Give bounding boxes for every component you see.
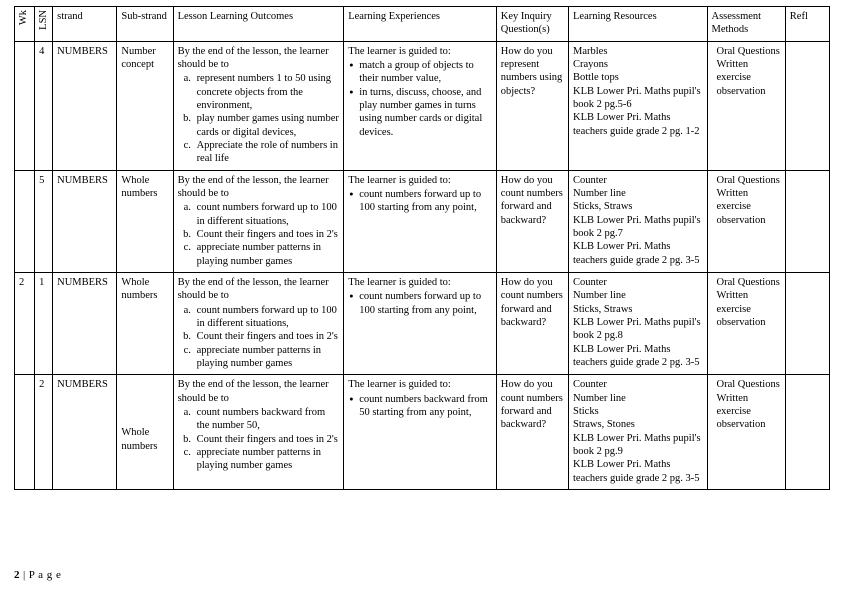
page-footer [14, 569, 61, 581]
assessment-line: Written exercise [716, 392, 751, 417]
footer-separator: | [23, 569, 26, 581]
list-item: c. appreciate number patterns in playing number games [194, 446, 340, 473]
resource-line: Bottle tops [573, 72, 619, 84]
resource-line: KLB Lower Pri. Maths teachers guide grade 2 pg. 1-2 [573, 112, 700, 137]
list-item: b. play number games using number cards or digital devices, [194, 112, 340, 139]
resource-line: Marbles [573, 45, 608, 57]
cell-lsn: 2 [35, 375, 53, 490]
resource-line: Number line [573, 187, 626, 199]
cell-lsn: 4 [35, 41, 53, 170]
table-header [15, 7, 830, 42]
cell-strand: NUMBERS [53, 272, 117, 374]
list-item: c. appreciate number patterns in playing number games [194, 344, 340, 371]
column-header-lsn: LSN [35, 7, 53, 42]
le-list [348, 188, 492, 215]
llo-lead: By the end of the lesson, the learner should be to [177, 174, 329, 199]
cell-key-inquiry-question: How do you count numbers forward and backward? [496, 375, 568, 490]
cell-wk [15, 170, 35, 272]
cell-substrand [117, 375, 173, 490]
assessment-line: observation [716, 419, 766, 431]
list-item: b. Count their fingers and toes in 2's [194, 433, 340, 446]
resource-line: Number line [573, 392, 626, 404]
cell-strand: NUMBERS [53, 41, 117, 170]
cell-key-inquiry-question: How do you count numbers forward and backward? [496, 170, 568, 272]
resource-line: KLB Lower Pri. Maths teachers guide grade 2 pg. 3-5 [573, 241, 700, 266]
cell-wk: 2 [15, 272, 35, 374]
cell-wk [15, 375, 35, 490]
llo-lead: By the end of the lesson, the learner should be to [177, 45, 329, 70]
substrand-label: Whole numbers [121, 427, 158, 452]
assessment-line: Oral Questions [716, 276, 780, 288]
assessment-line: Oral Questions [716, 45, 780, 57]
llo-list [178, 201, 340, 268]
cell-learning-resources [569, 375, 708, 490]
cell-strand: NUMBERS [53, 375, 117, 490]
cell-lesson-learning-outcomes [173, 272, 344, 374]
table-row [15, 375, 830, 490]
resource-line: Crayons [573, 58, 608, 70]
cell-learning-experiences [344, 375, 497, 490]
cell-wk [15, 41, 35, 170]
resource-line: KLB Lower Pri. Maths pupil's book 2 pg.7 [573, 214, 701, 239]
resource-line: KLB Lower Pri. Maths teachers guide grade 2 pg. 3-5 [573, 343, 700, 368]
footer-page-number: 2 [14, 569, 20, 581]
table-row [15, 272, 830, 374]
le-list [348, 59, 492, 139]
le-list [348, 290, 492, 317]
resource-line: Straws, Stones [573, 419, 635, 431]
resource-line: Sticks, Straws [573, 303, 633, 315]
resource-line: Counter [573, 379, 607, 391]
list-item: b. Count their fingers and toes in 2's [194, 330, 340, 343]
cell-refl [785, 170, 829, 272]
cell-learning-experiences [344, 170, 497, 272]
column-header-substrand: Sub-strand [117, 7, 173, 42]
llo-list [178, 72, 340, 165]
cell-assessment-methods [707, 375, 785, 490]
cell-substrand: Number concept [117, 41, 173, 170]
table-row [15, 170, 830, 272]
list-item: a. count numbers forward up to 100 in different situations, [194, 304, 340, 331]
list-item: b. Count their fingers and toes in 2's [194, 228, 340, 241]
list-item: a. represent numbers 1 to 50 using concrete objects from the environment, [194, 72, 340, 112]
resource-line: Counter [573, 174, 607, 186]
resource-line: Number line [573, 290, 626, 302]
llo-list [178, 406, 340, 473]
cell-key-inquiry-question: How do you represent numbers using objects? [496, 41, 568, 170]
resource-line: KLB Lower Pri. Maths pupil's book 2 pg.5-6 [573, 85, 701, 110]
cell-refl [785, 375, 829, 490]
cell-assessment-methods [707, 170, 785, 272]
table-row [15, 41, 830, 170]
resource-line: Counter [573, 276, 607, 288]
llo-lead: By the end of the lesson, the learner should be to [177, 276, 329, 302]
cell-learning-resources [569, 170, 708, 272]
list-item: ● count numbers forward up to 100 starting from any point, [359, 188, 492, 215]
list-item: a. count numbers forward up to 100 in different situations, [194, 201, 340, 228]
le-lead: The learner is guided to: [348, 45, 451, 57]
list-item: ● match a group of objects to their number value, [359, 59, 492, 86]
assessment-line: Written exercise [716, 58, 751, 84]
list-item: ● count numbers backward from 50 starting from any point, [359, 393, 492, 420]
cell-learning-experiences [344, 41, 497, 170]
le-lead: The learner is guided to: [348, 379, 451, 391]
cell-assessment-methods [707, 41, 785, 170]
assessment-line: observation [716, 316, 766, 328]
cell-assessment-methods [707, 272, 785, 374]
resource-line: Sticks, Straws [573, 201, 633, 213]
column-header-learning-resources: Learning Resources [569, 7, 708, 42]
footer-label: P a g e [28, 569, 62, 581]
column-header-assessment-methods: Assessment Methods [707, 7, 785, 42]
cell-lsn: 5 [35, 170, 53, 272]
assessment-line: Oral Questions [716, 379, 780, 391]
header-row [15, 7, 830, 42]
list-item: c. Appreciate the role of numbers in real life [194, 139, 340, 166]
cell-learning-resources [569, 41, 708, 170]
column-header-learning-experiences: Learning Experiences [344, 7, 497, 42]
llo-list [178, 304, 340, 371]
column-header-refl: Refl [785, 7, 829, 42]
le-lead: The learner is guided to: [348, 174, 451, 186]
assessment-line: Oral Questions [716, 174, 780, 186]
list-item: ● count numbers forward up to 100 starting from any point, [359, 290, 492, 317]
assessment-line: observation [716, 85, 766, 97]
cell-refl [785, 272, 829, 374]
list-item: c. appreciate number patterns in playing number games [194, 241, 340, 268]
cell-key-inquiry-question: How do you count numbers forward and backward? [496, 272, 568, 374]
cell-lesson-learning-outcomes [173, 375, 344, 490]
assessment-line: Written exercise [716, 290, 751, 315]
resource-line: KLB Lower Pri. Maths teachers guide grade 2 pg. 3-5 [573, 459, 700, 484]
assessment-line: observation [716, 214, 766, 226]
cell-lesson-learning-outcomes [173, 41, 344, 170]
resource-line: KLB Lower Pri. Maths pupil's book 2 pg.9 [573, 432, 701, 457]
resource-line: Sticks [573, 405, 599, 417]
column-header-wk: Wk [15, 7, 35, 42]
cell-lsn: 1 [35, 272, 53, 374]
cell-substrand: Whole numbers [117, 272, 173, 374]
le-list [348, 393, 492, 420]
cell-strand: NUMBERS [53, 170, 117, 272]
cell-lesson-learning-outcomes [173, 170, 344, 272]
column-header-lesson-learning-outcomes: Lesson Learning Outcomes [173, 7, 344, 42]
list-item: a. count numbers backward from the number 50, [194, 406, 340, 433]
column-header-strand: strand [53, 7, 117, 42]
cell-substrand: Whole numbers [117, 170, 173, 272]
resource-line: KLB Lower Pri. Maths pupil's book 2 pg.8 [573, 316, 701, 342]
assessment-line: Written exercise [716, 187, 751, 213]
llo-lead: By the end of the lesson, the learner should be to [177, 379, 329, 404]
list-item: ● in turns, discuss, choose, and play number games in turns using number cards or digital devices. [359, 86, 492, 139]
cell-refl [785, 41, 829, 170]
table-body [15, 41, 830, 489]
column-header-key-inquiry-questions: Key Inquiry Question(s) [496, 7, 568, 42]
cell-learning-resources [569, 272, 708, 374]
le-lead: The learner is guided to: [348, 276, 451, 288]
cell-learning-experiences [344, 272, 497, 374]
scheme-of-work-table [14, 6, 830, 490]
